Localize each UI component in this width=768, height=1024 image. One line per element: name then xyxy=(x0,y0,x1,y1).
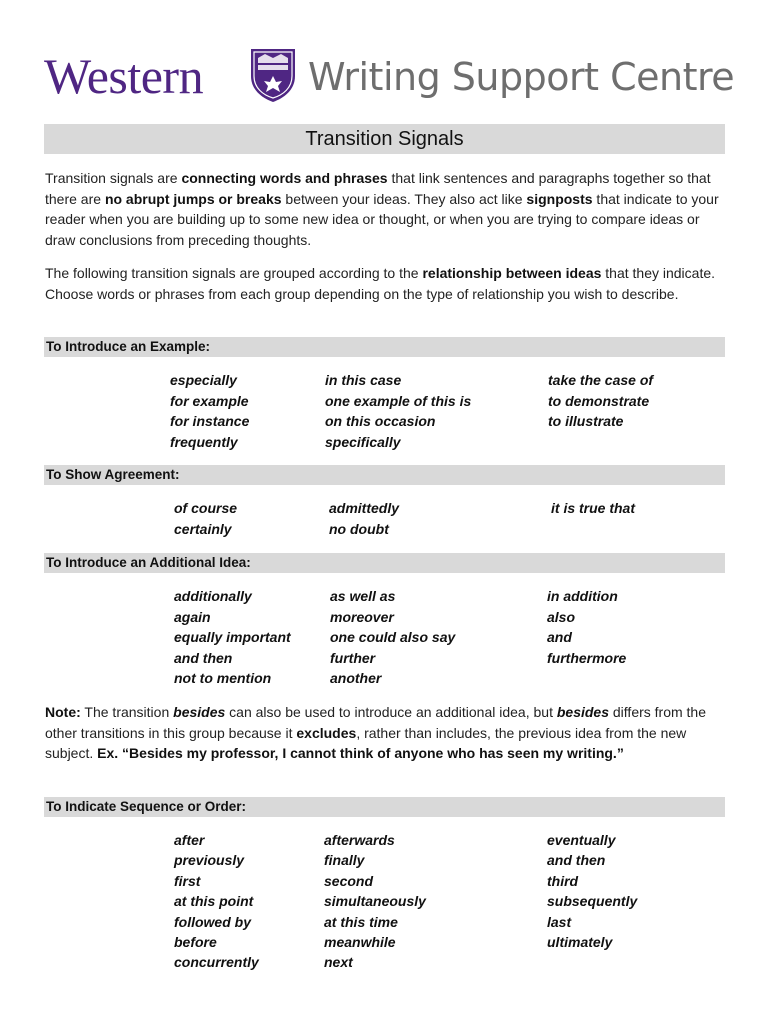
transition-term: after xyxy=(174,832,205,848)
text-run: besides xyxy=(556,704,609,720)
text-run: Transition signals are xyxy=(45,170,182,186)
transition-term: as well as xyxy=(330,588,396,604)
transition-term: next xyxy=(324,954,353,971)
shield-crest-icon xyxy=(248,46,298,104)
transition-term: frequently xyxy=(170,433,238,450)
text-run: Ex. “Besides my professor, I cannot think of anyone who has seen my writing.” xyxy=(97,745,624,761)
text-run: between your ideas. They also act like xyxy=(281,190,527,207)
writing-support-centre-title: Writing Support Centre xyxy=(308,55,735,99)
intro-paragraph-2 xyxy=(45,263,725,304)
transition-term: afterwards xyxy=(324,832,395,848)
transition-term: one could also say xyxy=(330,629,456,645)
text-run: relationship between ideas xyxy=(422,265,602,281)
text-run: no abrupt jumps or breaks xyxy=(104,190,282,207)
transition-term: in this case xyxy=(325,372,402,388)
section-heading-example: To Introduce an Example: xyxy=(44,337,725,357)
text-run: signposts xyxy=(526,190,593,207)
transition-term: second xyxy=(324,872,374,889)
transition-term: no doubt xyxy=(329,520,389,537)
transition-term: simultaneously xyxy=(324,893,426,910)
document-title: Transition Signals xyxy=(44,124,725,154)
text-run: that they indicate. Choose words or phrases from each group depending on the type of relationship you wish to describe. xyxy=(45,265,716,302)
transition-term: not to mention xyxy=(174,670,272,686)
transition-term: concurrently xyxy=(174,954,259,971)
text-run: , rather than includes, the previous idea from the new subject. xyxy=(45,724,687,761)
text-run: can also be used to introduce an additional idea, but xyxy=(225,704,557,720)
text-run: that link sentences and paragraphs together so that there are xyxy=(45,170,711,207)
transition-term: again xyxy=(174,608,211,625)
transition-term: one example of this is xyxy=(325,392,472,409)
transition-term: on this occasion xyxy=(325,413,436,429)
text-run: connecting words and phrases xyxy=(181,170,388,186)
transition-term: and then xyxy=(547,852,606,869)
transition-term: before xyxy=(174,934,217,950)
transition-term: additionally xyxy=(174,588,252,604)
transition-term: also xyxy=(547,608,576,625)
transition-term: another xyxy=(330,670,382,686)
transition-term: to illustrate xyxy=(548,413,624,429)
transition-term: at this time xyxy=(324,913,398,930)
western-logo-word: Western xyxy=(44,48,204,104)
text-run: Note: xyxy=(45,704,81,720)
transition-term: for example xyxy=(170,392,249,409)
text-run: The transition xyxy=(80,704,174,720)
transition-term: in addition xyxy=(547,588,618,604)
transition-term: last xyxy=(547,913,572,930)
intro-paragraph-1 xyxy=(45,168,725,250)
transition-term: of course xyxy=(174,500,238,516)
note-paragraph xyxy=(45,702,725,764)
transition-term: ultimately xyxy=(547,934,613,950)
transition-term: certainly xyxy=(174,520,232,537)
transition-term: especially xyxy=(170,372,237,388)
transition-term: eventually xyxy=(547,832,616,848)
transition-term: for instance xyxy=(170,413,250,429)
transition-term: at this point xyxy=(174,893,254,910)
section-heading-additional: To Introduce an Additional Idea: xyxy=(44,553,725,573)
transition-term: previously xyxy=(174,852,245,869)
transition-term: equally important xyxy=(174,629,291,645)
transition-term: third xyxy=(547,872,579,889)
transition-term: first xyxy=(174,872,201,889)
section-heading-agreement: To Show Agreement: xyxy=(44,465,725,485)
transition-term: further xyxy=(330,649,376,666)
text-run: differs from the other transitions in this group because it xyxy=(45,704,707,741)
transition-term: specifically xyxy=(325,433,401,450)
text-run: that indicate to your reader when you are building up to some new idea or thought, or when you are trying to compare ideas or draw conclusions from preceding thoughts. xyxy=(45,190,719,248)
transition-term: followed by xyxy=(174,913,251,930)
transition-term: and then xyxy=(174,649,233,666)
page-header xyxy=(44,44,744,104)
text-run: besides xyxy=(173,704,226,720)
transition-term: furthermore xyxy=(547,649,627,666)
text-run: The following transition signals are grouped according to the xyxy=(45,265,423,281)
transition-term: admittedly xyxy=(329,500,400,516)
transition-term: it is true that xyxy=(551,500,636,516)
text-run: excludes xyxy=(296,724,357,741)
transition-term: meanwhile xyxy=(324,934,396,950)
transition-term: to demonstrate xyxy=(548,392,650,409)
transition-term: take the case of xyxy=(548,372,654,388)
transition-term: and xyxy=(547,629,572,645)
transition-term: finally xyxy=(324,852,365,869)
section-heading-sequence: To Indicate Sequence or Order: xyxy=(44,797,725,817)
transition-term: subsequently xyxy=(547,893,638,910)
transition-term: moreover xyxy=(330,608,394,625)
